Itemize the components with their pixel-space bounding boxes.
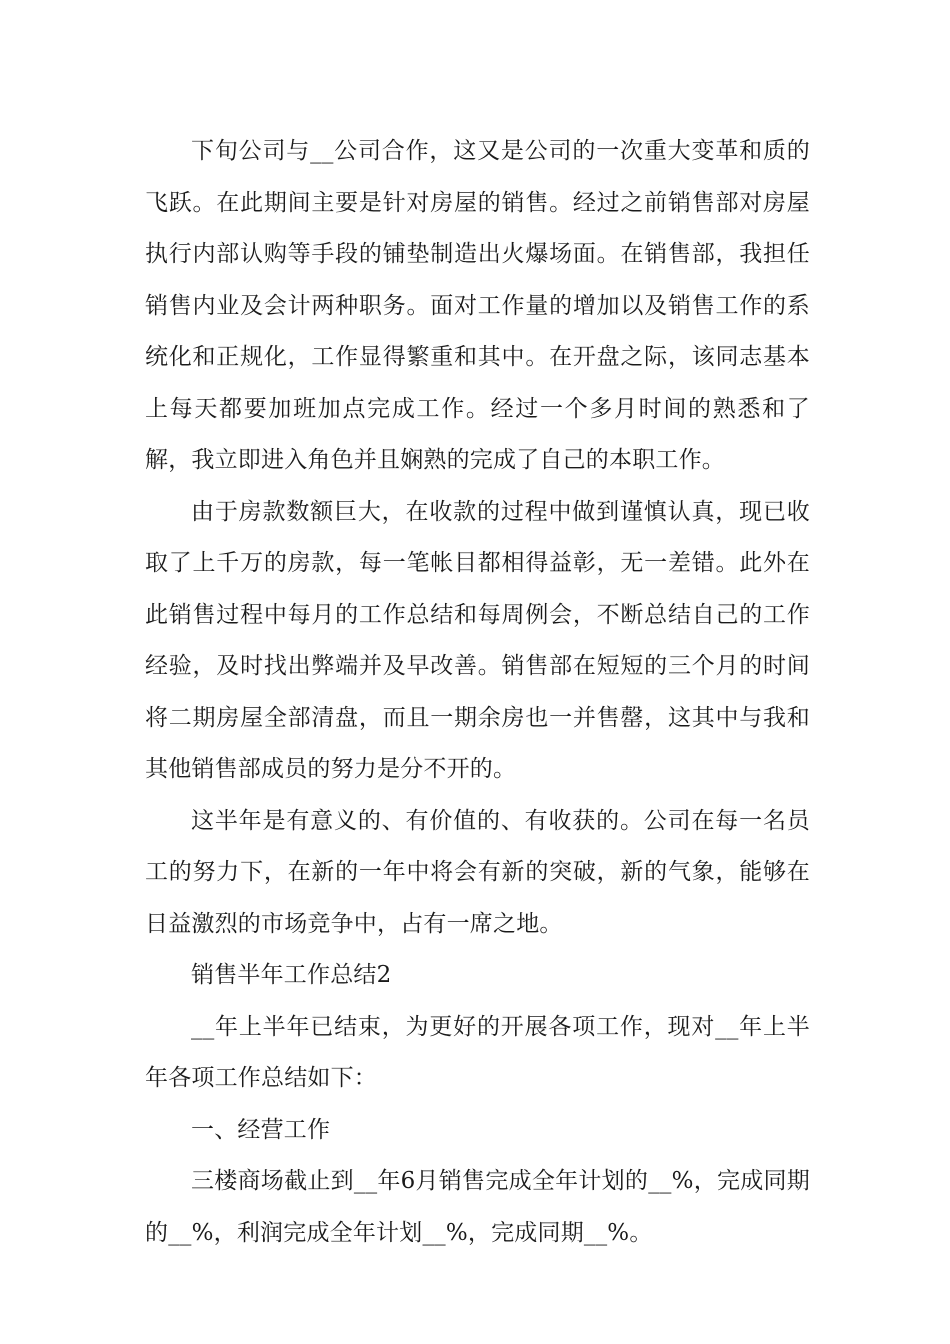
subsection-heading: 一、经营工作 <box>191 1116 331 1143</box>
paragraph-2: 由于房款数额巨大，在收款的过程中做到谨慎认真，现已收取了上千万的房款，每一笔帐目都相得益彰，无一差错。此外在此销售过程中每月的工作总结和每周例会，不断总结自己的工作经验，及时找出弊端并及早改善。销售部在短短的三个月的时间将二期房屋全部清盘，而且一期余房也一并售罄，这其中与我和其他销售部成员的努力是分不开的。 <box>145 498 810 782</box>
document-body <box>145 126 810 1259</box>
paragraph-3: 这半年是有意义的、有价值的、有收获的。公司在每一名员工的努力下，在新的一年中将会有新的突破，新的气象，能够在日益激烈的市场竞争中，占有一席之地。 <box>145 807 810 937</box>
section-heading: 销售半年工作总结2 <box>191 962 392 988</box>
paragraph-1: 下旬公司与__公司合作，这又是公司的一次重大变革和质的飞跃。在此期间主要是针对房屋的销售。经过之前销售部对房屋执行内部认购等手段的铺垫制造出火爆场面。在销售部，我担任销售内业及会计两种职务。面对工作量的增加以及销售工作的系统化和正规化，工作显得繁重和其中。在开盘之际，该同志基本上每天都要加班加点完成工作。经过一个多月时间的熟悉和了解，我立即进入角色并且娴熟的完成了自己的本职工作。 <box>145 138 810 473</box>
paragraph-4: __年上半年已结束，为更好的开展各项工作，现对__年上半年各项工作总结如下： <box>145 1013 810 1091</box>
paragraph-5: 三楼商场截止到__年6月销售完成全年计划的__%，完成同期的__%，利润完成全年计划__%，完成同期__%。 <box>145 1168 810 1246</box>
